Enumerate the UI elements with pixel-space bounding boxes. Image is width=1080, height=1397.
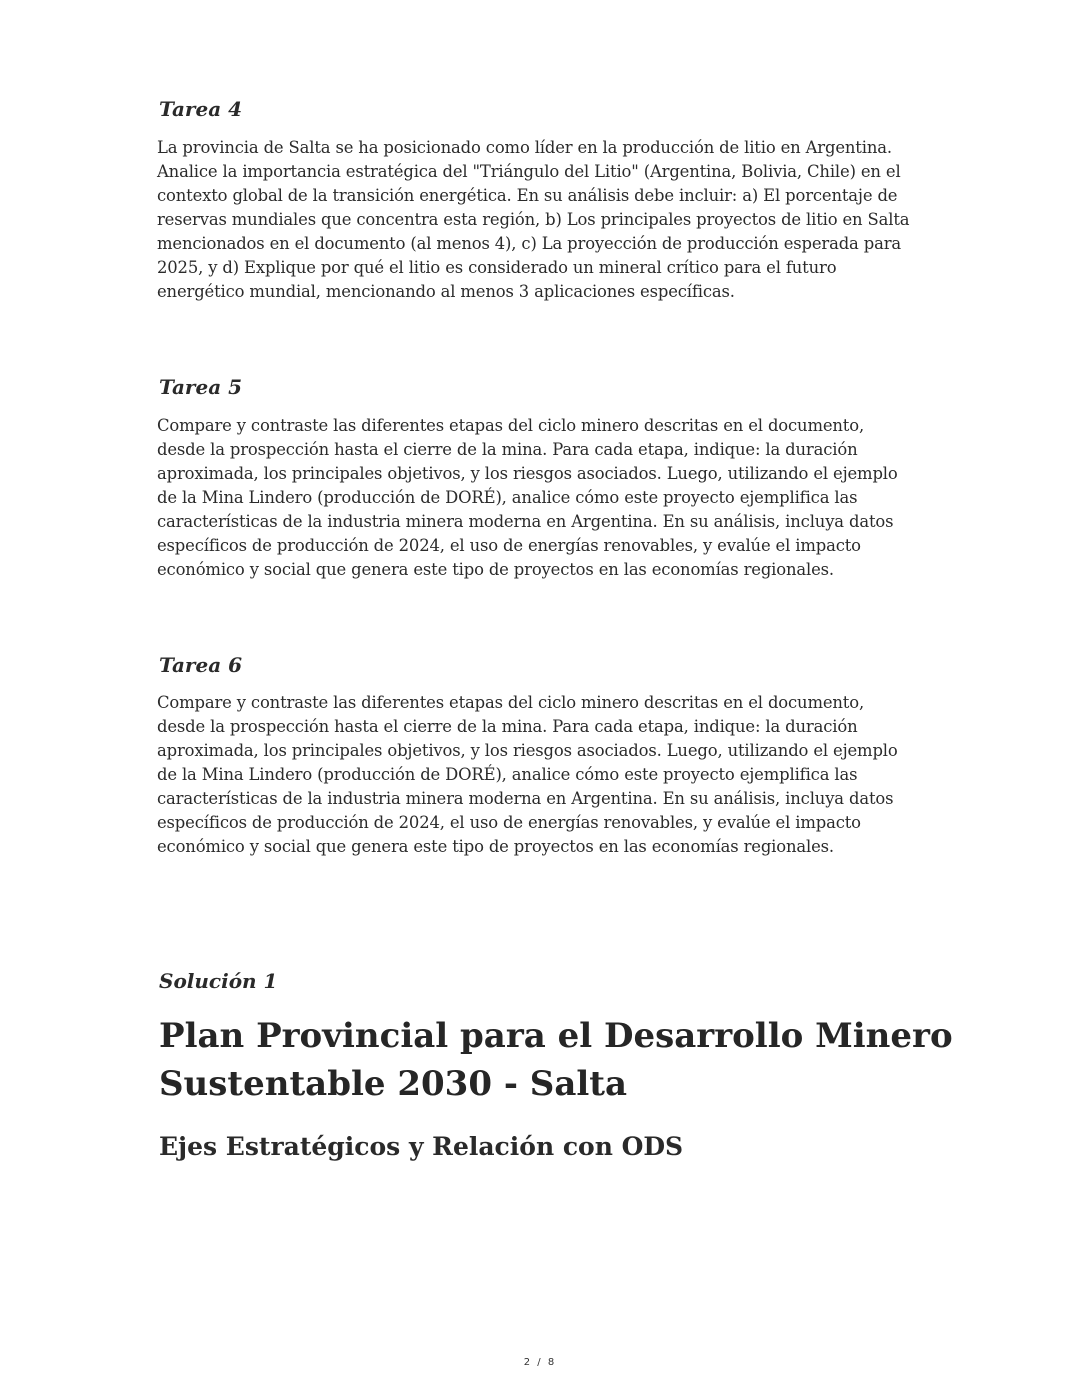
task-5-heading: Tarea 5 xyxy=(159,375,243,399)
task-4-line: La provincia de Salta se ha posicionado como líder en la producción de litio en Argentina. xyxy=(157,138,892,157)
task-5-body xyxy=(157,414,937,582)
task-6-line: desde la prospección hasta el cierre de la mina. Para cada etapa, indique: la duración xyxy=(157,717,858,736)
task-4-line: Analice la importancia estratégica del "Triángulo del Litio" (Argentina, Bolivia, Chile) en el xyxy=(157,162,901,181)
solution-title-line: Sustentable 2030 - Salta xyxy=(159,1064,628,1104)
task-6-line: aproximada, los principales objetivos, y los riesgos asociados. Luego, utilizando el ejemplo xyxy=(157,741,898,760)
task-6-line: de la Mina Lindero (producción de DORÉ), analice cómo este proyecto ejemplifica las xyxy=(157,765,858,784)
solution-title-line: Plan Provincial para el Desarrollo Minero xyxy=(159,1016,953,1056)
task-6-line: económico y social que genera este tipo de proyectos en las economías regionales. xyxy=(157,837,834,856)
task-4-heading: Tarea 4 xyxy=(159,97,243,121)
task-4-body xyxy=(157,136,937,304)
task-6-line: características de la industria minera moderna en Argentina. En su análisis, incluya datos xyxy=(157,789,894,808)
task-4-line: 2025, y d) Explique por qué el litio es considerado un mineral crítico para el futuro xyxy=(157,258,837,277)
task-5-line: características de la industria minera moderna en Argentina. En su análisis, incluya datos xyxy=(157,512,894,531)
solution-1-heading: Solución 1 xyxy=(159,969,278,993)
task-4-line: energético mundial, mencionando al menos 3 aplicaciones específicas. xyxy=(157,282,735,301)
page-number: 2 / 8 xyxy=(523,1357,557,1368)
task-5-line: específicos de producción de 2024, el uso de energías renovables, y evalúe el impacto xyxy=(157,536,861,555)
task-5-line: de la Mina Lindero (producción de DORÉ), analice cómo este proyecto ejemplifica las xyxy=(157,488,858,507)
task-4-line: contexto global de la transición energética. En su análisis debe incluir: a) El porcentaje de xyxy=(157,186,898,205)
task-5-line: económico y social que genera este tipo de proyectos en las economías regionales. xyxy=(157,560,834,579)
task-6-line: Compare y contraste las diferentes etapas del ciclo minero descritas en el documento, xyxy=(157,693,865,712)
solution-title xyxy=(159,1012,959,1108)
task-6-line: específicos de producción de 2024, el uso de energías renovables, y evalúe el impacto xyxy=(157,813,861,832)
solution-subtitle: Ejes Estratégicos y Relación con ODS xyxy=(159,1132,684,1161)
task-6-heading: Tarea 6 xyxy=(159,653,243,677)
task-5-line: desde la prospección hasta el cierre de la mina. Para cada etapa, indique: la duración xyxy=(157,440,858,459)
task-5-line: Compare y contraste las diferentes etapas del ciclo minero descritas en el documento, xyxy=(157,416,865,435)
task-5-line: aproximada, los principales objetivos, y los riesgos asociados. Luego, utilizando el ejemplo xyxy=(157,464,898,483)
task-6-body xyxy=(157,691,937,859)
task-4-line: reservas mundiales que concentra esta región, b) Los principales proyectos de litio en Salta xyxy=(157,210,910,229)
task-4-line: mencionados en el documento (al menos 4), c) La proyección de producción esperada para xyxy=(157,234,902,253)
